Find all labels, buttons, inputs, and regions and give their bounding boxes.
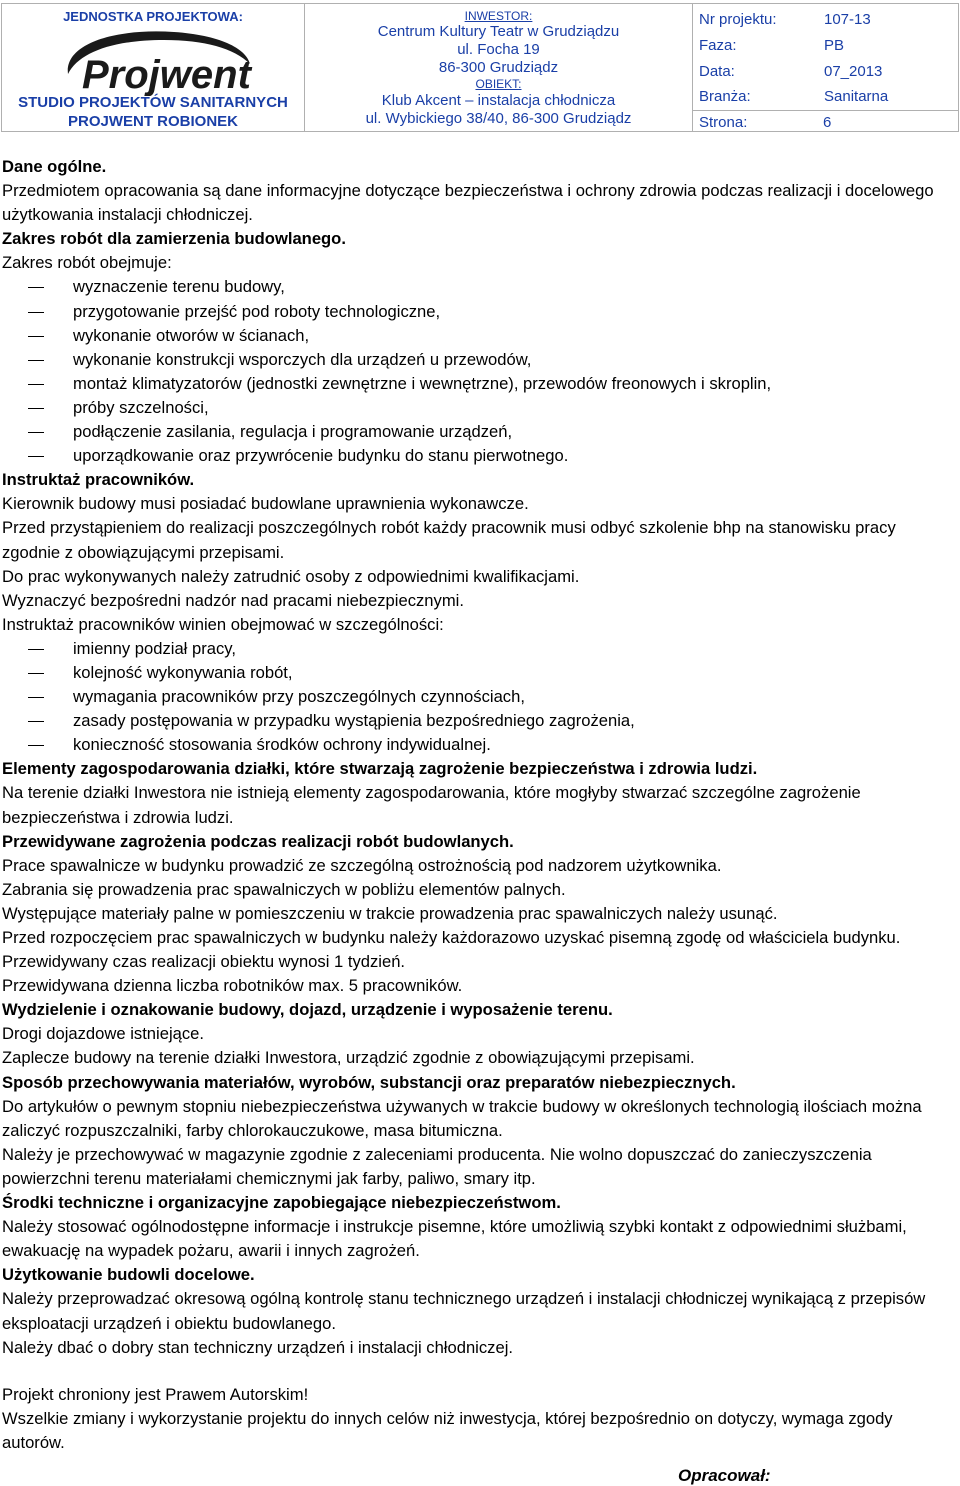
list-item bbox=[2, 324, 952, 348]
investor-street: ul. Focha 19 bbox=[457, 41, 540, 58]
list-item-text: wykonanie konstrukcji wsporczych dla urządzeń u przewodów, bbox=[73, 349, 532, 369]
document-body bbox=[2, 155, 952, 1455]
list-item-text: kolejność wykonywania robót, bbox=[73, 662, 293, 682]
paragraph: Zakres robót obejmuje: bbox=[2, 253, 172, 273]
section-heading-measures: Środki techniczne i organizacyjne zapobiegające niebezpieczeństwom. bbox=[2, 1193, 561, 1213]
phase-row bbox=[693, 37, 958, 61]
list-item bbox=[2, 685, 952, 709]
prepared-by-label: Opracował: bbox=[678, 1466, 771, 1485]
page-value: 6 bbox=[823, 114, 832, 131]
dash-bullet bbox=[28, 721, 44, 722]
section-heading-use: Użytkowanie budowli docelowe. bbox=[2, 1265, 255, 1285]
paragraph: Instruktaż pracowników winien obejmować w szczególności: bbox=[2, 614, 444, 634]
object-label: OBIEKT: bbox=[475, 77, 522, 91]
design-unit-label: JEDNOSTKA PROJEKTOWA: bbox=[63, 9, 243, 24]
phase-value: PB bbox=[824, 37, 845, 54]
paragraph: Występujące materiały palne w pomieszczeniu w trakcie prowadzenia prac spawalniczych należy usunąć. bbox=[2, 903, 778, 923]
studio-name bbox=[2, 93, 304, 131]
list-item bbox=[2, 348, 952, 372]
list-item bbox=[2, 661, 952, 685]
studio-line-1: STUDIO PROJEKTÓW SANITARNYCH bbox=[18, 94, 288, 111]
scope-list bbox=[2, 275, 952, 468]
paragraph: Przed przystąpieniem do realizacji poszczególnych robót każdy pracownik musi odbyć szkolenie bhp na stanowisku pracy zgodnie z obowiązującymi przepisami. bbox=[2, 518, 896, 562]
section-heading-storage: Sposób przechowywania materiałów, wyrobów, substancji oraz preparatów niebezpiecznych. bbox=[2, 1072, 736, 1092]
page-separator bbox=[693, 110, 958, 111]
title-block bbox=[1, 3, 959, 132]
project-info-cell bbox=[693, 4, 958, 131]
studio-line-2: PROJWENT ROBIONEK bbox=[67, 113, 238, 130]
page-row bbox=[693, 114, 958, 138]
branch-key: Branża: bbox=[699, 88, 751, 105]
list-item bbox=[2, 637, 952, 661]
dash-bullet bbox=[28, 432, 44, 433]
page-key: Strona: bbox=[699, 114, 748, 131]
section-heading-general: Dane ogólne. bbox=[2, 157, 107, 176]
training-list bbox=[2, 637, 952, 757]
paragraph: Należy dbać o dobry stan techniczny urządzeń i instalacji chłodniczej. bbox=[2, 1337, 513, 1357]
date-key: Data: bbox=[699, 63, 735, 80]
list-item bbox=[2, 420, 952, 444]
list-item bbox=[2, 396, 952, 420]
design-unit-cell bbox=[2, 4, 305, 131]
phase-key: Faza: bbox=[699, 37, 737, 54]
date-row bbox=[693, 63, 958, 87]
date-value: 07_2013 bbox=[824, 63, 883, 80]
paragraph: Należy przeprowadzać okresową ogólną kontrolę stanu technicznego urządzeń i instalacji chłodniczej wynikającą z przepisów eksploatacji urządzeń i obiektu budowlanego. bbox=[2, 1289, 926, 1333]
dash-bullet bbox=[28, 745, 44, 746]
list-item-text: zasady postępowania w przypadku wystąpienia bezpośredniego zagrożenia, bbox=[73, 711, 635, 731]
dash-bullet bbox=[28, 360, 44, 361]
paragraph: Zaplecze budowy na terenie działki Inwestora, urządzić zgodnie z obowiązującymi przepisami. bbox=[2, 1048, 695, 1068]
copyright-terms: Wszelkie zmiany i wykorzystanie projektu do innych celów niż inwestycja, której bezpośrednio on dotyczy, wymaga zgody autorów. bbox=[2, 1408, 893, 1452]
investor-city: 86-300 Grudziądz bbox=[438, 59, 559, 76]
section-heading-site: Wydzielenie i oznakowanie budowy, dojazd, urządzenie i wyposażenie terenu. bbox=[2, 1000, 613, 1020]
paragraph: Drogi dojazdowe istniejące. bbox=[2, 1024, 205, 1044]
list-item bbox=[2, 709, 952, 733]
paragraph: Należy stosować ogólnodostępne informacje i instrukcje pisemne, które umożliwią szybki kontakt z odpowiednimi służbami, ewakuację na wypadek pożaru, awarii i innych zagrożeń. bbox=[2, 1217, 907, 1261]
dash-bullet bbox=[28, 649, 44, 650]
paragraph: Kierownik budowy musi posiadać budowlane uprawnienia wykonawcze. bbox=[2, 494, 529, 514]
paragraph: Do artykułów o pewnym stopniu niebezpieczeństwa używanych w trakcie budowy w określonych technologią ilościach można zaliczyć rozpuszczalniki, farby chlorokauczukowe, masa bitumiczna. bbox=[2, 1096, 922, 1140]
object-name: Klub Akcent – instalacja chłodnicza bbox=[381, 92, 616, 109]
list-item bbox=[2, 444, 952, 468]
dash-bullet bbox=[28, 384, 44, 385]
project-number-key: Nr projektu: bbox=[699, 11, 777, 28]
dash-bullet bbox=[28, 408, 44, 409]
paragraph: Prace spawalnicze w budynku prowadzić ze szczególną ostrożnością pod nadzorem użytkownika. bbox=[2, 855, 722, 875]
investor-name: Centrum Kultury Teatr w Grudziądzu bbox=[377, 23, 620, 40]
list-item bbox=[2, 372, 952, 396]
branch-value: Sanitarna bbox=[824, 88, 889, 105]
paragraph: Na terenie działki Inwestora nie istnieją elementy zagospodarowania, które mogłyby stwarzać szczególne zagrożenie bezpieczeństwa i zdrowia ludzi. bbox=[2, 783, 861, 827]
paragraph: Zabrania się prowadzenia prac spawalniczych w pobliżu elementów palnych. bbox=[2, 879, 566, 899]
list-item-text: wykonanie otworów w ścianach, bbox=[73, 325, 310, 345]
copyright-notice: Projekt chroniony jest Prawem Autorskim! bbox=[2, 1384, 309, 1404]
list-item-text: wymagania pracowników przy poszczególnych czynnościach, bbox=[73, 687, 525, 707]
project-number-row bbox=[693, 11, 958, 35]
list-item-text: przygotowanie przejść pod roboty technologiczne, bbox=[73, 301, 441, 321]
paragraph: Przewidywana dzienna liczba robotników max. 5 pracowników. bbox=[2, 976, 463, 996]
list-item-text: montaż klimatyzatorów (jednostki zewnętrzne i wewnętrzne), przewodów freonowych i skroplin, bbox=[73, 373, 772, 393]
dash-bullet bbox=[28, 287, 44, 288]
paragraph: Wyznaczyć bezpośredni nadzór nad pracami niebezpiecznymi. bbox=[2, 590, 464, 610]
list-item bbox=[2, 300, 952, 324]
list-item-text: podłączenie zasilania, regulacja i programowanie urządzeń, bbox=[73, 422, 513, 442]
paragraph: Należy je przechowywać w magazynie zgodnie z zaleceniami producenta. Nie wolno dopuszczać do zanieczyszczenia powierzchni terenu materiałami chemicznymi jak farby, paliwo, smary itp. bbox=[2, 1144, 872, 1188]
project-number-value: 107-13 bbox=[824, 11, 871, 28]
dash-bullet bbox=[28, 697, 44, 698]
list-item-text: wyznaczenie terenu budowy, bbox=[73, 277, 285, 297]
list-item-text: konieczność stosowania środków ochrony indywidualnej. bbox=[73, 735, 491, 755]
list-item bbox=[2, 275, 952, 299]
paragraph: Przewidywany czas realizacji obiektu wynosi 1 tydzień. bbox=[2, 952, 406, 972]
section-heading-hazards: Przewidywane zagrożenia podczas realizacji robót budowlanych. bbox=[2, 831, 514, 851]
list-item bbox=[2, 733, 952, 757]
list-item-text: uporządkowanie oraz przywrócenie budynku do stanu pierwotnego. bbox=[73, 446, 569, 466]
projwent-logo bbox=[54, 26, 254, 96]
dash-bullet bbox=[28, 312, 44, 313]
investor-label: INWESTOR: bbox=[464, 9, 533, 23]
dash-bullet bbox=[28, 336, 44, 337]
paragraph: Przedmiotem opracowania są dane informacyjne dotyczące bezpieczeństwa i ochrony zdrowia podczas realizacji i docelowego użytkowania instalacji chłodniczej. bbox=[2, 181, 934, 225]
spacer bbox=[2, 1360, 952, 1383]
paragraph: Do prac wykonywanych należy zatrudnić osoby z odpowiednimi kwalifikacjami. bbox=[2, 566, 580, 586]
section-heading-training: Instruktaż pracowników. bbox=[2, 470, 195, 490]
dash-bullet bbox=[28, 456, 44, 457]
dash-bullet bbox=[28, 673, 44, 674]
list-item-text: próby szczelności, bbox=[73, 397, 209, 417]
section-heading-scope: Zakres robót dla zamierzenia budowlanego. bbox=[2, 229, 346, 249]
object-address: ul. Wybickiego 38/40, 86-300 Grudziądz bbox=[365, 110, 632, 127]
list-item-text: imienny podział pracy, bbox=[73, 638, 236, 658]
logo-text: Projwent bbox=[82, 53, 251, 96]
section-heading-elements: Elementy zagospodarowania działki, które stwarzają zagrożenie bezpieczeństwa i zdrowia ludzi. bbox=[2, 759, 758, 779]
branch-row bbox=[693, 88, 958, 112]
investor-object-cell bbox=[305, 4, 693, 131]
paragraph: Przed rozpoczęciem prac spawalniczych w budynku należy każdorazowo uzyskać pisemną zgodę od właściciela budynku. bbox=[2, 928, 901, 947]
